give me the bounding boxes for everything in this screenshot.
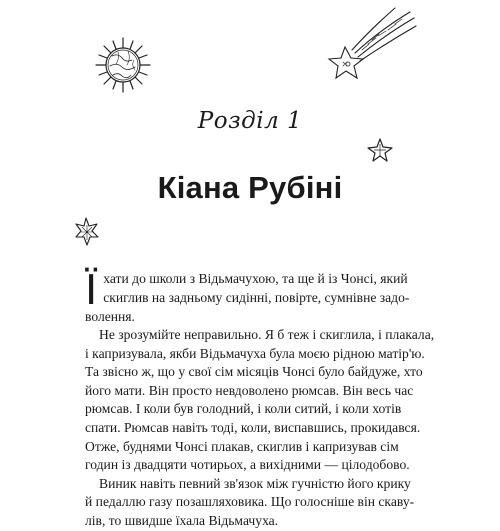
first-paragraph bbox=[85, 265, 411, 326]
shooting-star-icon bbox=[329, 8, 416, 78]
small-star-icon bbox=[76, 218, 98, 245]
text-line: і капризувала, якби Відьмачуха була моєю рідною матір'ю. bbox=[85, 345, 425, 361]
text-line: Не зрозумійте неправильно. Я б теж і скиглила, і плакала, bbox=[99, 327, 435, 342]
sun-doodle-icon bbox=[96, 38, 150, 92]
text-line: лів, то швидше їхала Відьмачуха. bbox=[85, 512, 279, 528]
text-line: й педаллю газу позашляховика. Що голосніше він скаву- bbox=[85, 494, 415, 510]
text-line: волення. bbox=[85, 309, 135, 324]
text-line: Виник навіть певний зв'язок між гучністю його крику bbox=[99, 475, 411, 491]
text-line: спати. Рюмсав навіть тоді, коли, виспавшись, прокидався. bbox=[85, 419, 421, 435]
text-line: його мати. Він просто невдоволено рюмсав. Він весь час bbox=[85, 382, 414, 398]
text-line: Та звісно ж, що у свої сім місяців Чонсі було байдуже, хто bbox=[85, 364, 423, 380]
text-line: скиглив на задньому сидінні, повірте, сумнівне задо- bbox=[103, 289, 410, 305]
chapter-body bbox=[85, 265, 435, 531]
chapter-label: Розділ 1 bbox=[197, 108, 303, 134]
text-line: годин із двадцяти чотирьох, а вихідними — цілодобово. bbox=[85, 457, 410, 473]
text-line: рюмсав. І коли був голодний, і коли ситий, і коли хотів bbox=[85, 401, 402, 417]
drop-cap: Ї bbox=[85, 265, 98, 314]
text-line: Отже, буднями Чонсі плакав, скиглив і капризував сім bbox=[85, 438, 399, 454]
small-star-icon bbox=[368, 139, 392, 161]
text-line: хати до школи з Відьмачухою, та ще й із Чонсі, який bbox=[103, 271, 408, 286]
chapter-title: Кіана Рубіні bbox=[157, 170, 343, 205]
